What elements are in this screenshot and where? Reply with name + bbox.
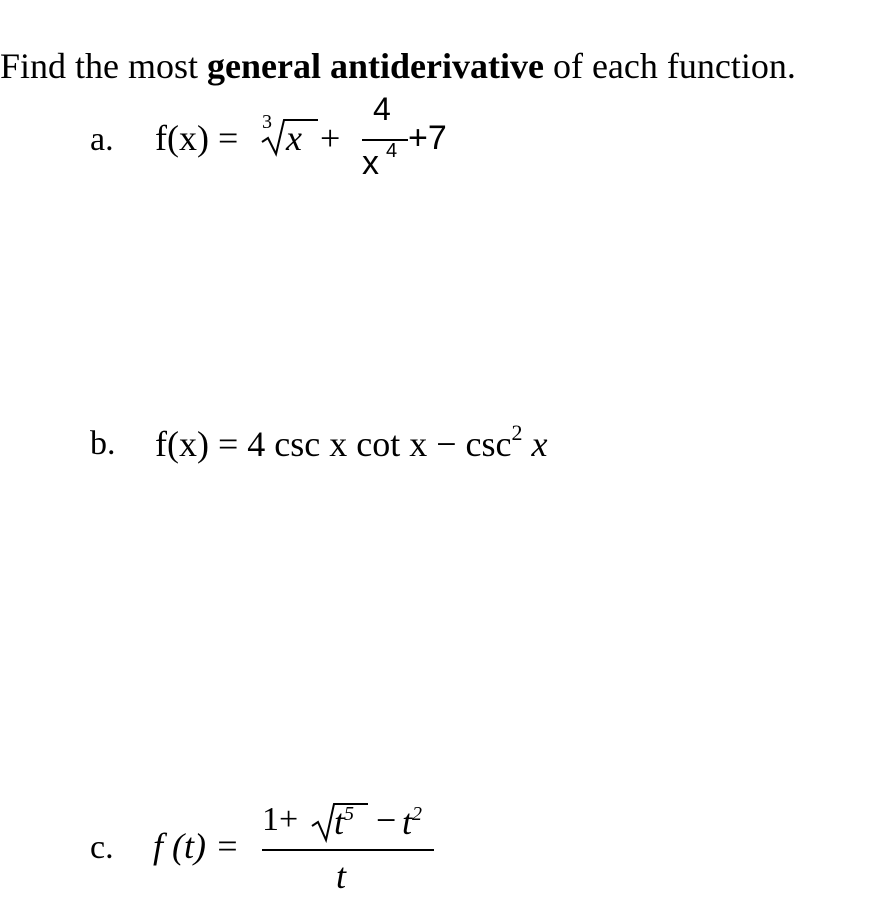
part-a-tail: +7 [408,119,447,157]
part-c-minus: − [376,800,397,840]
part-a-lhs: f(x) = [155,118,239,158]
part-a-denominator: x [362,144,379,182]
part-c-fraction-bar [262,849,434,851]
part-a-radicand: x [286,118,302,158]
instruction-suffix: of each function. [543,46,796,86]
part-b-label: b. [90,425,116,462]
part-a-plus: + [320,118,341,158]
instruction-bold: general antiderivative [207,46,544,86]
part-a-denominator-exponent: 4 [386,140,398,162]
part-c-label: c. [90,829,114,866]
part-a-fraction-bar [362,139,408,141]
part-c-denominator: t [336,856,347,896]
part-c-term-base: t [402,802,413,842]
instruction-text [0,44,796,88]
part-c-lhs: f (t) = [153,826,240,866]
part-c-radicand-exponent: 5 [344,803,355,825]
part-a-root-index: 3 [262,111,272,133]
part-b-exponent: 2 [511,420,523,445]
part-c-term-exponent: 2 [412,803,423,825]
part-c-radicand-base: t [334,802,345,842]
part-b-expression-main: f(x) = 4 csc x cot x − csc [155,424,512,464]
part-b-expression-end: x [522,424,548,464]
part-c-radicand [334,802,354,842]
part-b-expression [155,420,548,464]
instruction-prefix: Find the most [0,46,208,86]
part-c-numerator-lead: 1+ [262,801,299,838]
part-a-numerator: 4 [373,91,391,127]
part-a-label: a. [90,121,114,158]
part-c-term [402,802,422,842]
